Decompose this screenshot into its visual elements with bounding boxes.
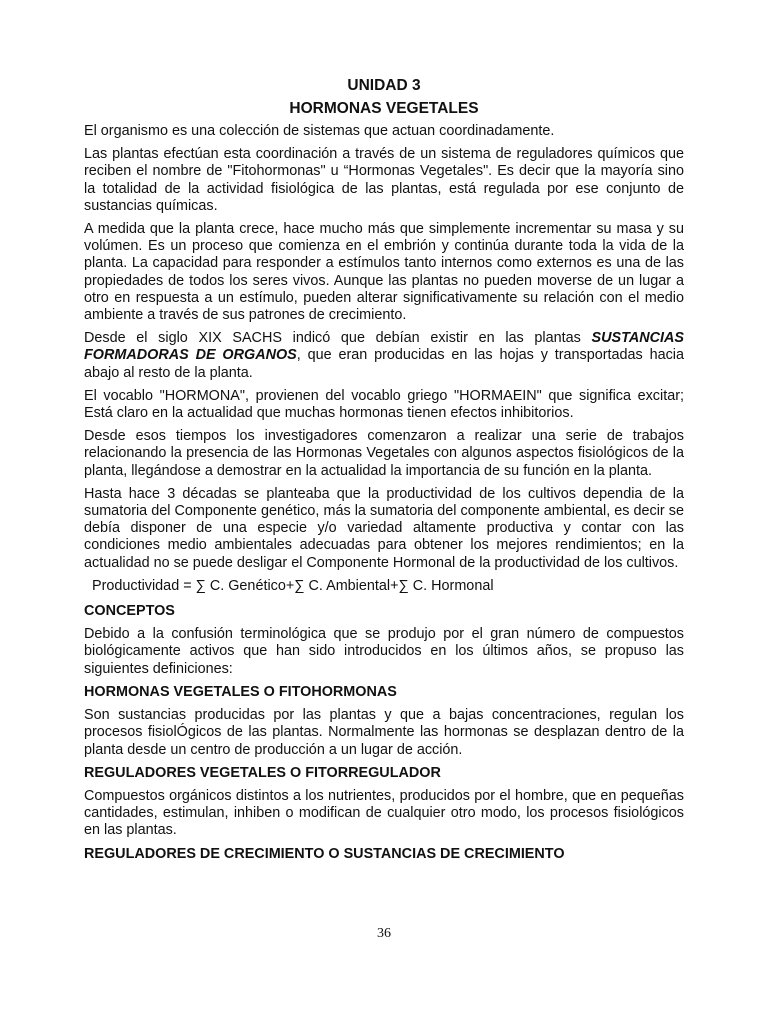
page-number: 36: [377, 926, 391, 941]
sachs-text-after: , que eran producidas en las hojas y transportadas hacia abajo al resto de la planta.: [84, 347, 684, 381]
paragraph-coordinacion: Las plantas efectúan esta coordinación a través de un sistema de reguladores químicos que reciben el nombre de "Fitohormonas" u “Hormonas Vegetales". Es decir que la mayoría sino la totalidad de la actividad fisiológica de las plantas, está regulada por ese conjunto de sustancias químicas.: [84, 146, 684, 214]
heading-reguladores-crecimiento: REGULADORES DE CRECIMIENTO O SUSTANCIAS DE CRECIMIENTO: [84, 845, 565, 862]
sachs-text-before: Desde el siglo XIX SACHS indicó que debían existir en las plantas: [84, 330, 592, 347]
document-page: [84, 74, 684, 869]
unit-title: UNIDAD 3: [347, 77, 421, 94]
heading-conceptos: CONCEPTOS: [84, 603, 175, 620]
heading-hormonas-vegetales: HORMONAS VEGETALES O FITOHORMONAS: [84, 683, 397, 700]
paragraph-reguladores-definicion: Compuestos orgánicos distintos a los nutrientes, producidos por el hombre, que en pequeñas cantidades, estimulan, inhiben o modifican de cualquier otro modo, los procesos fisiológicos en las plantas.: [84, 787, 684, 839]
heading-reguladores-vegetales: REGULADORES VEGETALES O FITORREGULADOR: [84, 764, 441, 781]
paragraph-investigadores: Desde esos tiempos los investigadores comenzaron a realizar una serie de trabajos relacionando la presencia de las Hormonas Vegetales con algunos aspectos fisiológicos de la planta, llegándose a demostrar en la actualidad la importancia de su función en la planta.: [84, 428, 684, 479]
paragraph-hormonas-definicion: Son sustancias producidas por las plantas y que a bajas concentraciones, regulan los procesos fisiolÓgicos de las plantas. Normalmente las hormonas se desplazan dentro de la planta desde un centro de producción a un lugar de acción.: [84, 707, 684, 758]
chapter-title: HORMONAS VEGETALES: [289, 100, 479, 117]
paragraph-sachs: [84, 330, 684, 382]
paragraph-crecimiento: A medida que la planta crece, hace mucho más que simplemente incrementar su masa y su volúmen. Es un proceso que comienza en el embrión y continúa durante toda la vida de la planta. La capacidad para responder a estímulos tanto internos como externos es una de las propiedades de todos los seres vivos. Aunque las plantas no pueden moverse de un lugar a otro en respuesta a un estímulo, pueden alterar significativamente su relación con el medio ambiente a través de sus patrones de crecimiento.: [84, 221, 684, 324]
paragraph-conceptos: Debido a la confusión terminológica que se produjo por el gran número de compuestos biológicamente activos que han sido introducidos en los últimos años, se propuso las siguientes definiciones:: [84, 626, 684, 677]
productivity-formula: Productividad = ∑ C. Genético+∑ C. Ambiental+∑ C. Hormonal: [92, 577, 494, 594]
paragraph-organismo: El organismo es una colección de sistemas que actuan coordinadamente.: [84, 123, 555, 139]
paragraph-vocablo: El vocablo "HORMONA", provienen del vocablo griego "HORMAEIN" que significa excitar; Está claro en la actualidad que muchas hormonas tienen efectos inhibitorios.: [84, 387, 684, 422]
sachs-emphasis: SUSTANCIAS FORMADORAS DE ORGANOS: [84, 330, 684, 364]
paragraph-productividad: Hasta hace 3 décadas se planteaba que la productividad de los cultivos dependia de la sumatoria del Componente genético, más la sumatoria del componente ambiental, es decir se debía disponer de una especie y/o variedad altamente productiva y contar con las condiciones medio ambientales adecuadas para obtener los mejores rendimientos; en la actualidad no se puede desligar el Componente Hormonal de la productividad de los cultivos.: [84, 485, 684, 571]
